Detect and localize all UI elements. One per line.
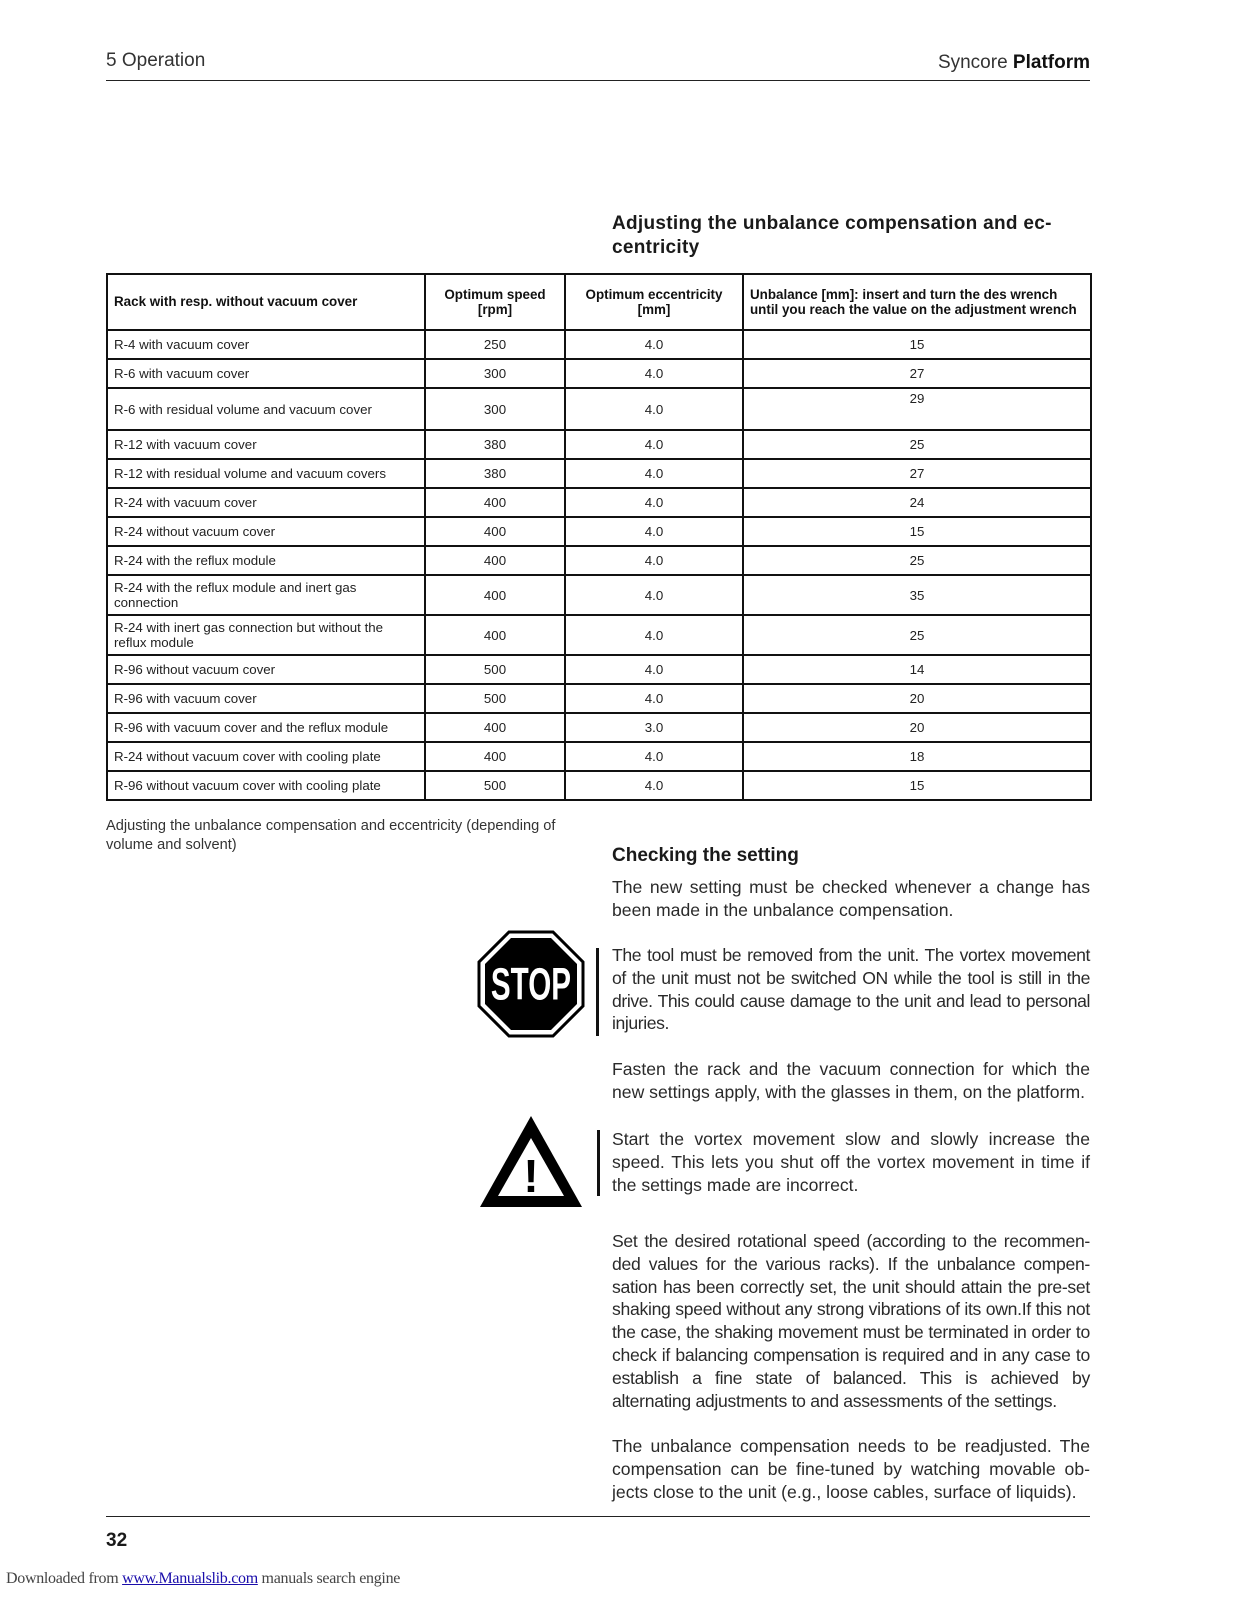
table-row	[107, 684, 1091, 713]
cell-speed: 400	[425, 615, 565, 655]
cell-speed: 400	[425, 713, 565, 742]
table-header-row	[107, 274, 1091, 330]
cell-eccentricity: 4.0	[565, 359, 743, 388]
cell-eccentricity: 4.0	[565, 742, 743, 771]
cell-speed: 400	[425, 575, 565, 615]
cell-unbalance: 25	[743, 546, 1091, 575]
table-row	[107, 430, 1091, 459]
cell-unbalance: 15	[743, 330, 1091, 359]
header-speed: Optimum speed [rpm]	[425, 274, 565, 330]
table-row	[107, 359, 1091, 388]
footer-rule	[106, 1516, 1090, 1517]
cell-speed: 250	[425, 330, 565, 359]
cell-rack: R-4 with vacuum cover	[107, 330, 425, 359]
cell-unbalance: 24	[743, 488, 1091, 517]
cell-speed: 400	[425, 517, 565, 546]
warning-glyph: !	[523, 1150, 539, 1202]
cell-rack: R-96 with vacuum cover and the reflux module	[107, 713, 425, 742]
paragraph-start-vortex: Start the vortex movement slow and slowly increase the speed. This lets you shut off the vortex movement in time if the settings made are incorrect.	[612, 1129, 1090, 1195]
cell-rack: R-24 with vacuum cover	[107, 488, 425, 517]
cell-speed: 300	[425, 388, 565, 430]
table-row	[107, 575, 1091, 615]
brand-light: Syncore	[937, 52, 1008, 73]
cell-eccentricity: 4.0	[565, 388, 743, 430]
download-suffix: manuals search engine	[261, 1570, 401, 1587]
section-title: 5 Operation	[106, 50, 206, 71]
cell-eccentricity: 4.0	[565, 488, 743, 517]
cell-unbalance: 25	[743, 615, 1091, 655]
cell-eccentricity: 4.0	[565, 655, 743, 684]
cell-speed: 400	[425, 546, 565, 575]
stop-sign-icon	[477, 930, 585, 1038]
cell-unbalance: 20	[743, 713, 1091, 742]
paragraph-stop-warning: The tool must be removed from the unit. The vortex movement of the unit must not be switched ON while the tool is still in the drive. This could cause damage to the unit and lead to personal injuries.	[612, 945, 1090, 1034]
table-row	[107, 546, 1091, 575]
cell-rack: R-96 with vacuum cover	[107, 684, 425, 713]
cell-rack: R-24 without vacuum cover	[107, 517, 425, 546]
cell-eccentricity: 4.0	[565, 546, 743, 575]
cell-speed: 380	[425, 459, 565, 488]
cell-eccentricity: 4.0	[565, 330, 743, 359]
cell-eccentricity: 4.0	[565, 517, 743, 546]
cell-rack: R-96 without vacuum cover	[107, 655, 425, 684]
cell-unbalance: 15	[743, 771, 1091, 800]
cell-eccentricity: 4.0	[565, 615, 743, 655]
cell-unbalance: 27	[743, 459, 1091, 488]
unbalance-table	[106, 273, 1092, 801]
header-rule	[106, 80, 1090, 81]
cell-eccentricity: 4.0	[565, 684, 743, 713]
page-number: 32	[106, 1530, 128, 1551]
paragraph-check-intro: The new setting must be checked whenever a change has been made in the unbalance compensation.	[612, 877, 1090, 920]
cell-speed: 500	[425, 655, 565, 684]
cell-unbalance: 20	[743, 684, 1091, 713]
cell-speed: 400	[425, 742, 565, 771]
cell-eccentricity: 4.0	[565, 575, 743, 615]
cell-eccentricity: 4.0	[565, 430, 743, 459]
cell-rack: R-12 with residual volume and vacuum covers	[107, 459, 425, 488]
warning-triangle-icon	[478, 1114, 584, 1210]
download-notice	[6, 1570, 400, 1588]
table-row	[107, 517, 1091, 546]
table-row	[107, 388, 1091, 430]
cell-rack: R-24 with the reflux module and inert gas connection	[107, 575, 425, 615]
cell-eccentricity: 3.0	[565, 713, 743, 742]
cell-unbalance: 35	[743, 575, 1091, 615]
table-row	[107, 713, 1091, 742]
stop-margin-bar	[596, 948, 599, 1036]
cell-eccentricity: 4.0	[565, 771, 743, 800]
cell-speed: 300	[425, 359, 565, 388]
cell-unbalance: 25	[743, 430, 1091, 459]
header-unbalance: Unbalance [mm]: insert and turn the des wrench until you reach the value on the adjustment wrench	[743, 274, 1091, 330]
table-row	[107, 459, 1091, 488]
cell-speed: 500	[425, 684, 565, 713]
cell-speed: 380	[425, 430, 565, 459]
cell-speed: 500	[425, 771, 565, 800]
download-prefix: Downloaded from	[6, 1570, 119, 1587]
cell-unbalance: 14	[743, 655, 1091, 684]
table-row	[107, 655, 1091, 684]
paragraph-set-speed: Set the desired rotational speed (according to the recommen-ded values for the various racks). If the unbalance compen-sation has been correctly set, the unit should attain the pre-set shaking speed without any strong vibrations of its own.If this not the case, the shaking movement must be terminated in order to check if balancing compensation is required and in any case to establish a fine state of balanced. This is achieved by alternating adjustments to and assessments of the settings.	[612, 1231, 1090, 1411]
cell-unbalance: 29	[743, 388, 1091, 430]
cell-rack: R-24 with the reflux module	[107, 546, 425, 575]
table-row	[107, 771, 1091, 800]
brand-bold: Platform	[1012, 52, 1090, 73]
cell-unbalance: 18	[743, 742, 1091, 771]
cell-rack: R-12 with vacuum cover	[107, 430, 425, 459]
cell-rack: R-6 with residual volume and vacuum cover	[107, 388, 425, 430]
stop-sign-text: STOP	[490, 959, 572, 1011]
header-eccentricity: Optimum eccentricity [mm]	[565, 274, 743, 330]
header-rack: Rack with resp. without vacuum cover	[107, 274, 425, 330]
cell-unbalance: 15	[743, 517, 1091, 546]
cell-rack: R-96 without vacuum cover with cooling plate	[107, 771, 425, 800]
cell-rack: R-24 with inert gas connection but without the reflux module	[107, 615, 425, 655]
paragraph-readjust: The unbalance compensation needs to be readjusted. The compensation can be fine-tuned by watching movable ob-jects close to the unit (e.g., loose cables, surface of liquids).	[612, 1436, 1090, 1502]
cell-eccentricity: 4.0	[565, 459, 743, 488]
heading-adjusting-line1: Adjusting the unbalance compensation and ec-	[612, 213, 1052, 234]
cell-unbalance: 27	[743, 359, 1091, 388]
unbalance-table-container	[106, 273, 1090, 801]
cell-speed: 400	[425, 488, 565, 517]
table-caption: Adjusting the unbalance compensation and eccentricity (depending of volume and solvent)	[106, 818, 556, 853]
cell-rack: R-6 with vacuum cover	[107, 359, 425, 388]
warning-margin-bar	[597, 1130, 600, 1196]
table-row	[107, 615, 1091, 655]
heading-adjusting	[612, 212, 1090, 260]
table-row	[107, 488, 1091, 517]
heading-checking: Checking the setting	[612, 845, 799, 866]
paragraph-fasten-rack: Fasten the rack and the vacuum connection for which the new settings apply, with the glasses in them, on the platform.	[612, 1059, 1090, 1102]
brand-title	[938, 52, 1090, 74]
cell-rack: R-24 without vacuum cover with cooling plate	[107, 742, 425, 771]
manualslib-link[interactable]: www.Manualslib.com	[122, 1570, 258, 1587]
table-row	[107, 742, 1091, 771]
table-row	[107, 330, 1091, 359]
heading-adjusting-line2: centricity	[612, 237, 700, 258]
